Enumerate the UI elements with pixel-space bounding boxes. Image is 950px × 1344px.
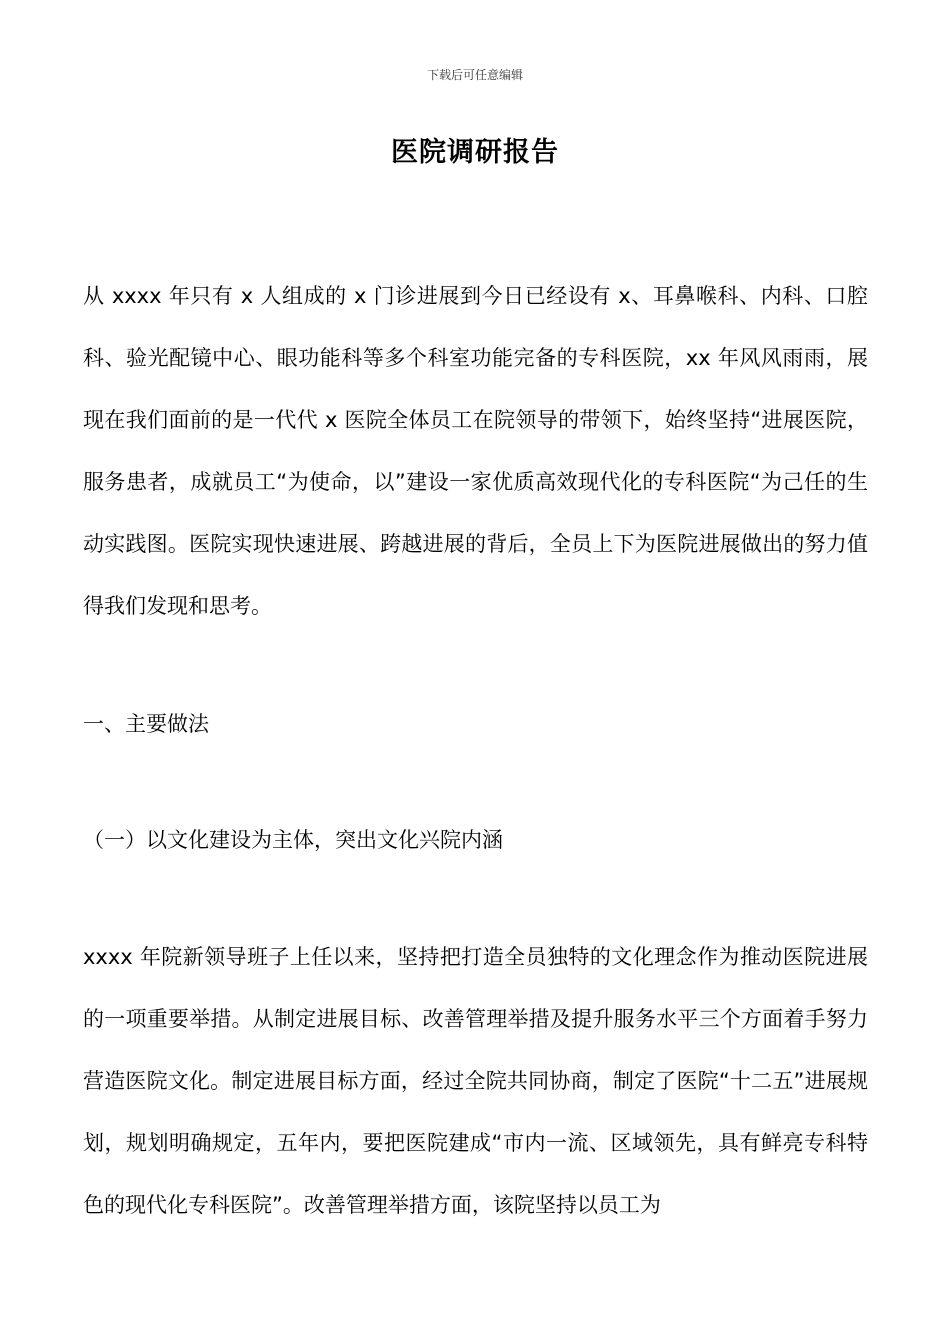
header-note: 下载后可任意编辑 — [426, 68, 523, 82]
document-title: 医院调研报告 — [391, 137, 559, 168]
intro-paragraph: 从 xxxx 年只有 x 人组成的 x 门诊进展到今日已经设有 x、耳鼻喉科、内科、口腔科、验光配镜中心、眼功能科等多个科室功能完备的专科医院，xx 年风风雨雨，展现在我们面前的是一代代 x 医院全体员工在院领导的带领下，始终坚持“进展医院，服务患者，成就员工“为使命，以”建设一家优质高效现代化的专科医院“为己任的生动实践图。医院实现快速进展、跨越进展的背后，全员上下为医院进展做出的努力值得我们发现和思考。 — [83, 284, 868, 618]
body-paragraph: xxxx 年院新领导班子上任以来，坚持把打造全员独特的文化理念作为推动医院进展的一项重要举措。从制定进展目标、改善管理举措及提升服务水平三个方面着手努力营造医院文化。制定进展目标方面，经过全院共同协商，制定了医院“十二五”进展规划，规划明确规定，五年内，要把医院建成“市内一流、区域领先，具有鲜亮专科特色的现代化专科医院”。改善管理举措方面，该院坚持以员工为 — [83, 945, 868, 1217]
subsection-heading: （一）以文化建设为主体，突出文化兴院内涵 — [83, 828, 503, 852]
section-heading: 一、主要做法 — [83, 712, 209, 736]
